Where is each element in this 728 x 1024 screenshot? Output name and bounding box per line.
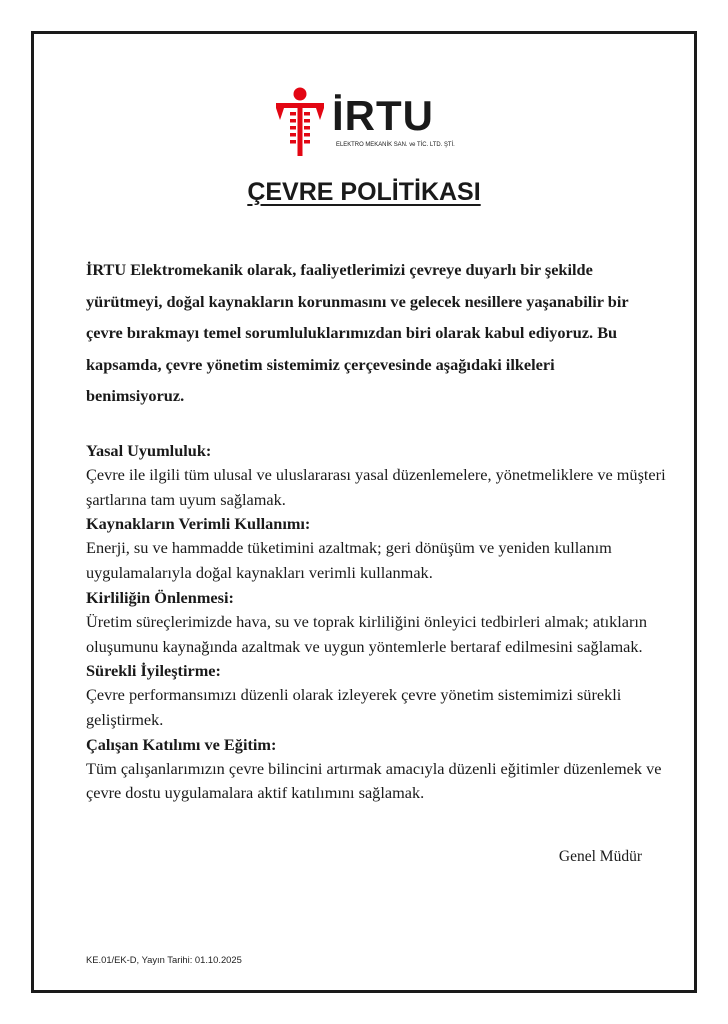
document-footer: KE.01/EK-D, Yayın Tarihi: 01.10.2025 [86, 954, 242, 965]
policy-heading: Yasal Uyumluluk: [86, 441, 212, 460]
pylon-logo-icon [270, 86, 330, 158]
policy-section [86, 733, 666, 806]
signature-title: Genel Müdür [558, 848, 642, 865]
policy-list [86, 439, 666, 806]
policy-body: Enerji, su ve hammadde tüketimini azaltmak; geri dönüşüm ve yeniden kullanım uygulamalarıyla doğal kaynakları verimli kullanmak. [86, 538, 612, 583]
logo-subtitle: ELEKTRO MEKANİK SAN. ve TİC. LTD. ŞTİ. [336, 141, 455, 148]
logo-wordmark: İRTU [332, 92, 434, 139]
policy-body: Üretim süreçlerimizde hava, su ve toprak kirliliğini önleyici tedbirleri almak; atıkların oluşumunu kaynağında azaltmak ve uygun yöntemlerle bertaraf edilmesini sağlamak. [86, 611, 648, 656]
policy-body: Çevre performansımızı düzenli olarak izleyerek çevre yönetim sistemimizi sürekli geliştirmek. [86, 685, 622, 729]
policy-body: Çevre ile ilgili tüm ulusal ve uluslararası yasal düzenlemelere, yönetmeliklere ve müşteri şartlarına tam uyum sağlamak. [86, 465, 666, 509]
policy-heading: Kaynakların Verimli Kullanımı: [86, 514, 311, 534]
company-logo [270, 86, 460, 158]
policy-section [86, 659, 666, 732]
policy-section [86, 439, 666, 512]
policy-body: Tüm çalışanlarımızın çevre bilincini artırmak amacıyla düzenli eğitimler düzenlemek ve çevre dostu uygulamalara aktif katılımını sağlamak. [86, 758, 662, 803]
policy-section [86, 586, 666, 659]
page-title: ÇEVRE POLİTİKASI [247, 178, 481, 206]
policy-heading: Kirliliğin Önlenmesi: [86, 587, 234, 607]
policy-heading: Sürekli İyileştirme: [86, 661, 221, 681]
policy-section [86, 512, 666, 585]
intro-paragraph: İRTU Elektromekanik olarak, faaliyetlerimizi çevreye duyarlı bir şekilde yürütmeyi, doğal kaynakların korunmasını ve gelecek nesillere yaşanabilir bir çevre bırakmayı temel sorumluluklarımızdan biri olarak kabul ediyoruz. Bu kapsamda, çevre yönetim sistemimiz çerçevesinde aşağıdaki ilkeleri benimsiyoruz. [86, 260, 629, 405]
policy-heading: Çalışan Katılımı ve Eğitim: [86, 734, 277, 754]
